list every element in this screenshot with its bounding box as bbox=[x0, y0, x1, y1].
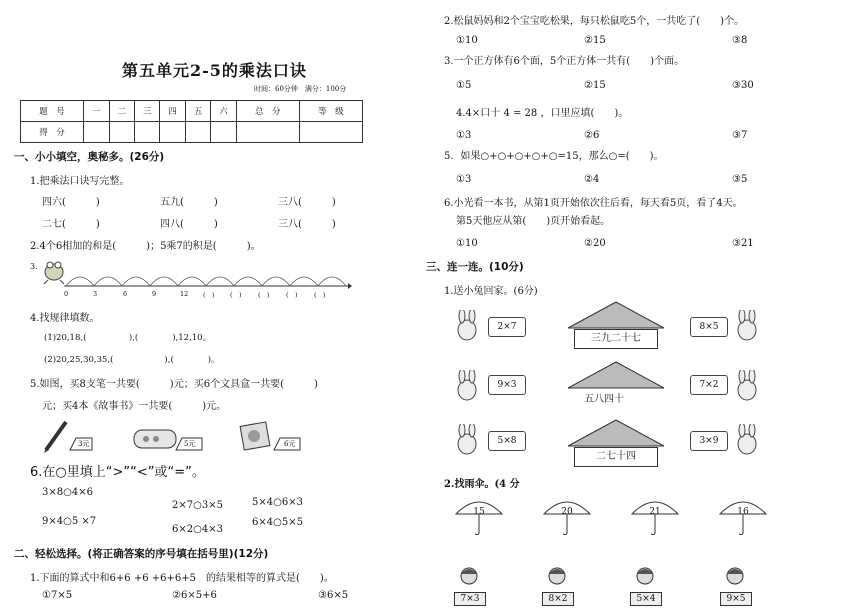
house-roof-icon bbox=[566, 300, 666, 330]
s1-q6-item: 6×4○5×5 bbox=[252, 517, 303, 528]
s2-q6-opt[interactable]: ③21 bbox=[732, 238, 754, 249]
rabbit-expr[interactable]: 7×2 bbox=[690, 375, 728, 395]
house-label[interactable]: 二七十四 bbox=[574, 447, 658, 467]
s1-q5-line2: 元；买4本《故事书》一共要( )元。 bbox=[42, 401, 227, 412]
s2-q6-opt[interactable]: ②20 bbox=[584, 238, 606, 249]
tick-blank[interactable]: ( ) bbox=[203, 291, 215, 299]
rabbit-icon bbox=[732, 310, 762, 342]
score-row-label: 得 分 bbox=[21, 122, 84, 143]
s3-q2: 2.找雨伞。(4 分 bbox=[444, 479, 520, 490]
rabbit-expr[interactable]: 5×8 bbox=[488, 431, 526, 451]
house-roof-icon bbox=[566, 418, 666, 448]
child-icon bbox=[458, 566, 480, 592]
s2-q1-opt[interactable]: ③6×5 bbox=[318, 590, 349, 601]
score-input-cell[interactable] bbox=[160, 122, 185, 143]
s1-q1-item: 五九( ) bbox=[160, 197, 218, 208]
rabbit-icon bbox=[732, 424, 762, 456]
score-input-cell[interactable] bbox=[109, 122, 134, 143]
s2-q5-opt[interactable]: ③5 bbox=[732, 174, 748, 185]
score-input-cell[interactable] bbox=[134, 122, 159, 143]
price-book: 6元 bbox=[284, 440, 296, 448]
s1-q6-item: 5×4○6×3 bbox=[252, 497, 303, 508]
child-expr[interactable]: 8×2 bbox=[542, 592, 574, 606]
tick-label: 6 bbox=[123, 290, 128, 298]
s2-q5-opt[interactable]: ②4 bbox=[584, 174, 600, 185]
s2-q4: 4.4×口十 4 = 28 ，口里应填( )。 bbox=[456, 108, 629, 119]
score-header-cell: 二 bbox=[109, 101, 134, 122]
rabbit-icon bbox=[452, 370, 482, 402]
score-header-cell: 三 bbox=[134, 101, 159, 122]
s1-q4-b: (2)20,25,30,35,( ),( )。 bbox=[44, 355, 220, 365]
section1-heading: 一、小小填空，奥秘多。(26分) bbox=[14, 151, 165, 163]
s2-q1-opt[interactable]: ②6×5+6 bbox=[172, 590, 217, 601]
tick-label: 9 bbox=[152, 290, 157, 298]
s1-q6-item: 2×7○3×5 bbox=[172, 500, 223, 511]
s2-q5: 5．如果○+○+○+○+○=15，那么○=( )。 bbox=[444, 151, 664, 162]
s1-q6-item: 9×4○5 ×7 bbox=[42, 516, 97, 527]
number-line bbox=[62, 262, 352, 292]
s1-q4-a: (1)20,18,( ),( ),12,10。 bbox=[44, 333, 212, 343]
child-expr[interactable]: 5×4 bbox=[630, 592, 662, 606]
rabbit-expr[interactable]: 9×3 bbox=[488, 375, 526, 395]
rabbit-expr[interactable]: 3×9 bbox=[690, 431, 728, 451]
page-title: 第五单元2-5的乘法口诀 bbox=[122, 61, 307, 80]
s1-q1-item: 四八( ) bbox=[160, 219, 218, 230]
tick-label: 3 bbox=[93, 290, 98, 298]
s3-q1: 1.送小兔回家。(6分) bbox=[444, 286, 538, 297]
umbrella-number[interactable]: 20 bbox=[561, 507, 573, 517]
s1-q4: 4.找规律填数。 bbox=[30, 313, 100, 324]
umbrella-number[interactable]: 15 bbox=[473, 507, 485, 517]
score-header-cell: 一 bbox=[84, 101, 109, 122]
s1-q1-item: 四六( ) bbox=[42, 197, 100, 208]
s2-q2-opt[interactable]: ③8 bbox=[732, 35, 748, 46]
price-case: 5元 bbox=[184, 440, 196, 448]
s1-q3-label: 3. bbox=[30, 262, 38, 271]
section3-heading: 三、连一连。(10分) bbox=[426, 261, 524, 273]
price-pen: 3元 bbox=[78, 440, 90, 448]
score-input-cell[interactable] bbox=[84, 122, 109, 143]
child-expr[interactable]: 9×5 bbox=[720, 592, 752, 606]
s1-q6-item: 3×8○4×6 bbox=[42, 487, 93, 498]
s2-q2: 2.松鼠妈妈和2个宝宝吃松果，每只松鼠吃5个，一共吃了( )个。 bbox=[444, 16, 745, 27]
rabbit-expr[interactable]: 8×5 bbox=[690, 317, 728, 337]
umbrella-number[interactable]: 16 bbox=[737, 507, 749, 517]
score-header-cell: 四 bbox=[160, 101, 185, 122]
s1-q1: 1.把乘法口诀写完整。 bbox=[30, 176, 130, 187]
exam-meta: 时间：60分钟 满分：100分 bbox=[254, 85, 347, 93]
house-label[interactable]: 三九二十七 bbox=[574, 329, 658, 349]
child-icon bbox=[634, 566, 656, 592]
s1-q6: 6.在○里填上“>”“<”或“=”。 bbox=[30, 465, 205, 480]
child-icon bbox=[724, 566, 746, 592]
tick-label: 0 bbox=[64, 290, 69, 298]
score-header-cell: 题 号 bbox=[21, 101, 84, 122]
s2-q3-opt[interactable]: ③30 bbox=[732, 80, 754, 91]
tick-blank[interactable]: ( ) bbox=[230, 291, 242, 299]
section2-heading: 二、轻松选择。(将正确答案的序号填在括号里)(12分) bbox=[14, 548, 269, 560]
s2-q3: 3.一个正方体有6个面，5个正方体一共有( )个面。 bbox=[444, 56, 685, 67]
s2-q6-line1: 6.小光看一本书，从第1页开始依次往后看，每天看5页，看了4天。 bbox=[444, 198, 743, 209]
s1-q1-item: 二七( ) bbox=[42, 219, 100, 230]
pencil-case-icon bbox=[132, 426, 178, 452]
s2-q2-opt[interactable]: ①10 bbox=[456, 35, 478, 46]
score-input-cell[interactable] bbox=[211, 122, 236, 143]
s1-q6-item: 6×2○4×3 bbox=[172, 524, 223, 535]
child-expr[interactable]: 7×3 bbox=[454, 592, 486, 606]
s2-q6-opt[interactable]: ①10 bbox=[456, 238, 478, 249]
s1-q2: 2.4个6相加的和是( )；5乘7的积是( )。 bbox=[30, 241, 261, 252]
s1-q1-item: 三八( ) bbox=[278, 197, 336, 208]
score-header-cell: 等 级 bbox=[299, 101, 362, 122]
s2-q4-opt[interactable]: ①3 bbox=[456, 130, 472, 141]
pen-icon bbox=[40, 418, 70, 454]
s2-q4-opt[interactable]: ②6 bbox=[584, 130, 600, 141]
s1-q5-line1: 5.如图，买8支笔一共要( )元；买6个文具盒一共要( ) bbox=[30, 379, 318, 390]
s2-q3-opt[interactable]: ①5 bbox=[456, 80, 472, 91]
score-header-cell: 总 分 bbox=[236, 101, 299, 122]
score-input-cell[interactable] bbox=[236, 122, 299, 143]
score-header-cell: 五 bbox=[185, 101, 210, 122]
s2-q2-opt[interactable]: ②15 bbox=[584, 35, 606, 46]
house-roof-icon bbox=[566, 360, 666, 390]
tick-blank[interactable]: ( ) bbox=[314, 291, 326, 299]
tick-blank[interactable]: ( ) bbox=[286, 291, 298, 299]
house-label[interactable]: 五八四十 bbox=[584, 394, 624, 405]
rabbit-icon bbox=[452, 310, 482, 342]
s2-q1: 1.下面的算式中和6+6 +6 +6+6+5 的结果相等的算式是( )。 bbox=[30, 573, 334, 584]
s2-q1-opt[interactable]: ①7×5 bbox=[42, 590, 73, 601]
tick-blank[interactable]: ( ) bbox=[258, 291, 270, 299]
s1-q1-item: 三八( ) bbox=[278, 219, 336, 230]
s2-q3-opt[interactable]: ②15 bbox=[584, 80, 606, 91]
s2-q6-line2: 第5天他应从第( )页开始看起。 bbox=[456, 216, 611, 227]
score-input-cell[interactable] bbox=[299, 122, 362, 143]
s2-q4-opt[interactable]: ③7 bbox=[732, 130, 748, 141]
score-table bbox=[20, 100, 363, 143]
storybook-icon bbox=[238, 418, 272, 452]
score-header-cell: 六 bbox=[211, 101, 236, 122]
s2-q5-opt[interactable]: ①3 bbox=[456, 174, 472, 185]
rabbit-icon bbox=[732, 370, 762, 402]
tick-label: 12 bbox=[180, 290, 189, 298]
child-icon bbox=[546, 566, 568, 592]
rabbit-expr[interactable]: 2×7 bbox=[488, 317, 526, 337]
umbrella-number[interactable]: 21 bbox=[649, 507, 661, 517]
score-input-cell[interactable] bbox=[185, 122, 210, 143]
rabbit-icon bbox=[452, 424, 482, 456]
